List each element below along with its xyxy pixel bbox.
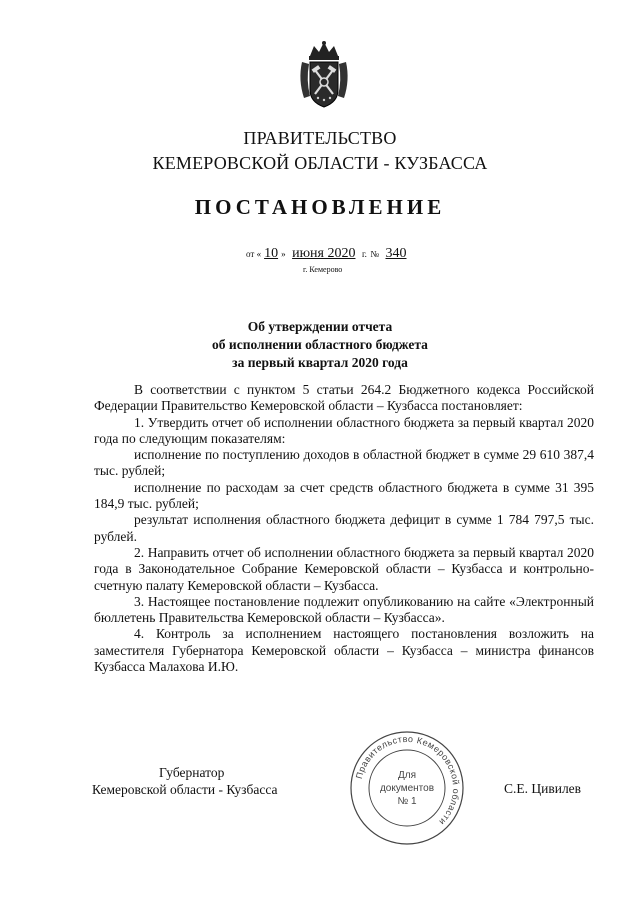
date-line bbox=[246, 246, 466, 262]
date-month-year: июня 2020 bbox=[292, 246, 356, 261]
coat-of-arms-emblem bbox=[296, 40, 352, 110]
body-paragraph: результат исполнения областного бюджета дефицит в сумме 1 784 797,5 тыс. рублей. bbox=[94, 512, 594, 544]
stamp-center-line-3: № 1 bbox=[397, 796, 417, 807]
city-label: г. Кемерово bbox=[303, 265, 343, 274]
body-paragraph: В соответствии с пунктом 5 статьи 264.2 Бюджетного кодекса Российской Федерации Правительство Кемеровской области – Кузбасса постановляет: bbox=[94, 382, 594, 414]
document-title bbox=[0, 318, 640, 372]
stamp-ring-text: Правительство Кемеровской области bbox=[353, 733, 462, 828]
document-body bbox=[94, 382, 594, 675]
stamp-center-line-2: документов bbox=[379, 783, 435, 794]
document-number-label: № bbox=[370, 249, 379, 259]
body-paragraph: 4. Контроль за исполнением настоящего постановления возложить на заместителя Губернатора Кемеровской области – Кузбасса – министра финансов Кузбасса Малахова И.Ю. bbox=[94, 626, 594, 675]
signatory-title bbox=[92, 764, 312, 798]
signatory-position: Губернатор bbox=[159, 765, 225, 780]
body-paragraph: 1. Утвердить отчет об исполнении областного бюджета за первый квартал 2020 года по следующим показателям: bbox=[94, 414, 594, 446]
title-line-3: за первый квартал 2020 года bbox=[232, 355, 408, 370]
official-stamp bbox=[347, 728, 467, 848]
government-name-line1: ПРАВИТЕЛЬСТВО bbox=[243, 128, 397, 148]
body-paragraph: исполнение по расходам за счет средств областного бюджета в сумме 31 395 184,9 тыс. рублей; bbox=[94, 479, 594, 512]
body-paragraph: 3. Настоящее постановление подлежит опубликованию на сайте «Электронный бюллетень Правительства Кемеровской области – Кузбасса». bbox=[94, 593, 594, 626]
body-paragraph: 2. Направить отчет об исполнении областного бюджета за первый квартал 2020 года в Законодательное Собрание Кемеровской области – Кузбасса и контрольно-счетную палату Кемеровской области – Кузбасса. bbox=[94, 544, 594, 593]
stamp-center-line-1: Для bbox=[397, 770, 417, 781]
document-number: 340 bbox=[385, 246, 407, 261]
date-quote-close: » bbox=[281, 249, 286, 259]
title-line-2: об исполнении областного бюджета bbox=[212, 337, 428, 352]
body-paragraph: исполнение по поступлению доходов в областной бюджет в сумме 29 610 387,4 тыс. рублей; bbox=[94, 447, 594, 479]
date-day: 10 bbox=[264, 246, 279, 261]
signatory-region: Кемеровской области - Кузбасса bbox=[92, 782, 278, 797]
signatory-name: С.Е. Цивилев bbox=[504, 781, 582, 796]
date-year-suffix: г. bbox=[361, 249, 367, 259]
government-name-line2: КЕМЕРОВСКОЙ ОБЛАСТИ - КУЗБАССА bbox=[152, 153, 488, 173]
document-type-heading: ПОСТАНОВЛЕНИЕ bbox=[194, 195, 446, 219]
date-prefix: от « bbox=[246, 249, 262, 259]
title-line-1: Об утверждении отчета bbox=[247, 319, 393, 334]
